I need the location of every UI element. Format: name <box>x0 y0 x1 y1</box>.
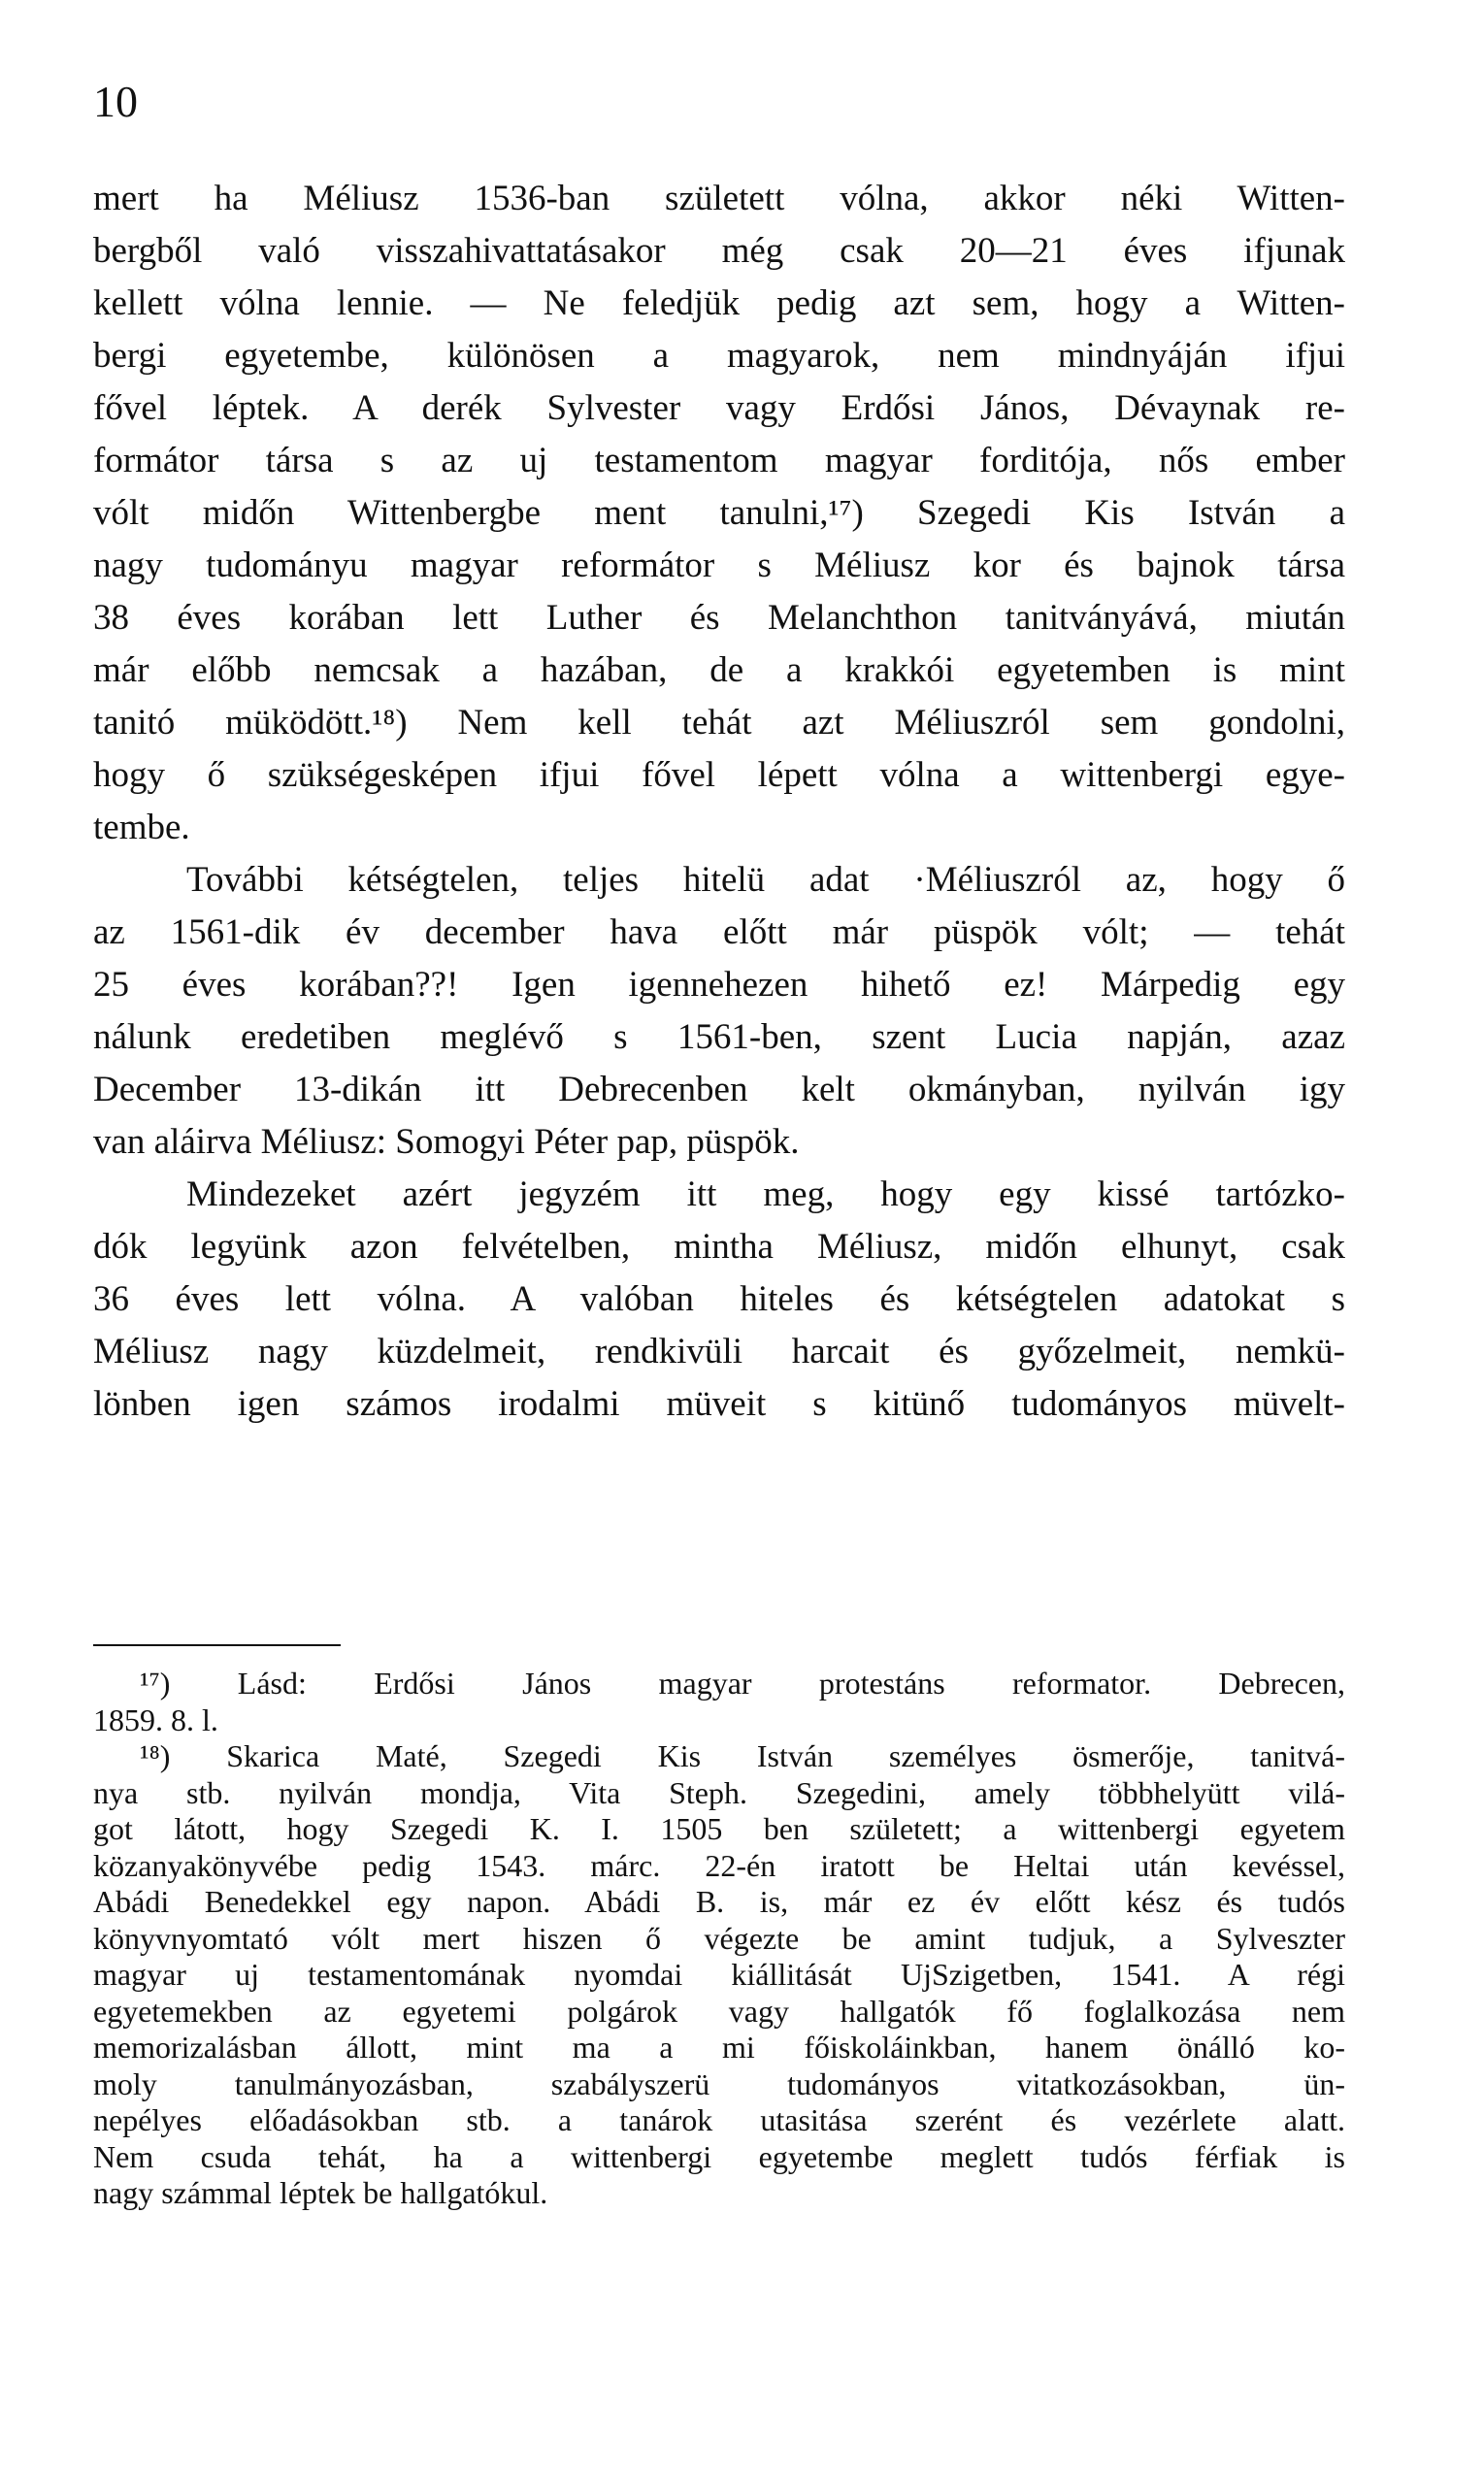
text-line: Mindezeket azért jegyzém itt meg, hogy egy kissé tartózko- <box>186 1174 1345 1214</box>
text-line: bergből való visszahivattatásakor még csak 20—21 éves ifjunak <box>93 231 1345 271</box>
text-line: már előbb nemcsak a hazában, de a krakkói egyetemben is mint <box>93 650 1345 690</box>
footnote-divider <box>93 1644 341 1646</box>
text-line: lönben igen számos irodalmi müveit s kitünő tudományos müvelt- <box>93 1384 1345 1424</box>
footnote-line: Nem csuda tehát, ha a wittenbergi egyetembe meglett tudós férfiak is <box>93 2138 1345 2174</box>
paragraph-3 <box>93 1169 1345 1431</box>
paragraph-2 <box>93 854 1345 1169</box>
footnote-line: 1859. 8. l. <box>93 1702 218 1737</box>
footnote-18 <box>93 1738 1345 2212</box>
footnotes <box>93 1666 1345 2212</box>
footnote-line: ¹⁷) Lásd: Erdősi János magyar protestáns reformator. Debrecen, <box>140 1666 1345 1701</box>
footnote-line: nya stb. nyilván mondja, Vita Steph. Szegedini, amely többhelyütt vilá- <box>93 1774 1345 1810</box>
footnote-line: közanyakönyvébe pedig 1543. márc. 22-én iratott be Heltai után kevéssel, <box>93 1847 1345 1883</box>
text-line: fővel léptek. A derék Sylvester vagy Erdősi János, Dévaynak re- <box>93 388 1345 428</box>
page-number: 10 <box>93 77 138 126</box>
paragraph-1 <box>93 173 1345 854</box>
text-line: bergi egyetembe, különösen a magyarok, nem mindnyáján ifjui <box>93 336 1345 376</box>
text-line: van aláirva Méliusz: Somogyi Péter pap, püspök. <box>93 1122 800 1162</box>
text-line: tanitó müködött.¹⁸) Nem kell tehát azt Méliuszról sem gondolni, <box>93 703 1345 743</box>
footnote-line: got látott, hogy Szegedi K. I. 1505 ben született; a wittenbergi egyetem <box>93 1811 1345 1846</box>
text-line: az 1561-dik év december hava előtt már püspök vólt; — tehát <box>93 912 1345 952</box>
footnote-line: moly tanulmányozásban, szabályszerü tudományos vitatkozásokban, ün- <box>93 2065 1345 2101</box>
text-line: Méliusz nagy küzdelmeit, rendkivüli harcait és győzelmeit, nemkü- <box>93 1332 1345 1371</box>
footnote-line: könyvnyomtató vólt mert hiszen ő végezte be amint tudjuk, a Sylveszter <box>93 1920 1345 1956</box>
text-line: 38 éves korában lett Luther és Melanchthon tanitványává, miután <box>93 598 1345 638</box>
text-line: dók legyünk azon felvételben, mintha Méliusz, midőn elhunyt, csak <box>93 1227 1345 1267</box>
footnote-line: magyar uj testamentomának nyomdai kiállitását UjSzigetben, 1541. A régi <box>93 1957 1345 1992</box>
footnote-line: nepélyes előadásokban stb. a tanárok utasitása szerént és vezérlete alatt. <box>93 2102 1345 2137</box>
text-line: kellett vólna lennie. — Ne feledjük pedig azt sem, hogy a Witten- <box>93 283 1345 323</box>
footnote-line: nagy számmal léptek be hallgatókul. <box>93 2175 548 2210</box>
footnote-line: Abádi Benedekkel egy napon. Abádi B. is, már ez év előtt kész és tudós <box>93 1884 1345 1919</box>
footnote-17 <box>93 1666 1345 1738</box>
text-line: vólt midőn Wittenbergbe ment tanulni,¹⁷) Szegedi Kis István a <box>93 493 1345 533</box>
footnote-line: ¹⁸) Skarica Maté, Szegedi Kis István személyes ösmerője, tanitvá- <box>140 1738 1345 1773</box>
text-line: További kétségtelen, teljes hitelü adat ·Méliuszról az, hogy ő <box>186 860 1345 900</box>
text-line: 25 éves korában??! Igen igennehezen hihető ez! Márpedig egy <box>93 965 1345 1005</box>
text-line: mert ha Méliusz 1536-ban született vólna, akkor néki Witten- <box>93 179 1345 218</box>
footnote-line: memorizalásban állott, mint ma a mi főiskoláinkban, hanem önálló ko- <box>93 2030 1345 2065</box>
text-line: nálunk eredetiben meglévő s 1561-ben, szent Lucia napján, azaz <box>93 1017 1345 1057</box>
text-line: tembe. <box>93 808 190 847</box>
text-line: hogy ő szükségesképen ifjui fővel lépett vólna a wittenbergi egye- <box>93 755 1345 795</box>
text-line: formátor társa s az uj testamentom magyar forditója, nős ember <box>93 441 1345 480</box>
footnote-line: egyetemekben az egyetemi polgárok vagy hallgatók fő foglalkozása nem <box>93 1993 1345 2029</box>
text-line: December 13-dikán itt Debrecenben kelt okmányban, nyilván igy <box>93 1070 1345 1109</box>
main-text <box>93 173 1345 1431</box>
text-line: nagy tudományu magyar reformátor s Méliusz kor és bajnok társa <box>93 545 1345 585</box>
text-line: 36 éves lett vólna. A valóban hiteles és kétségtelen adatokat s <box>93 1279 1345 1319</box>
